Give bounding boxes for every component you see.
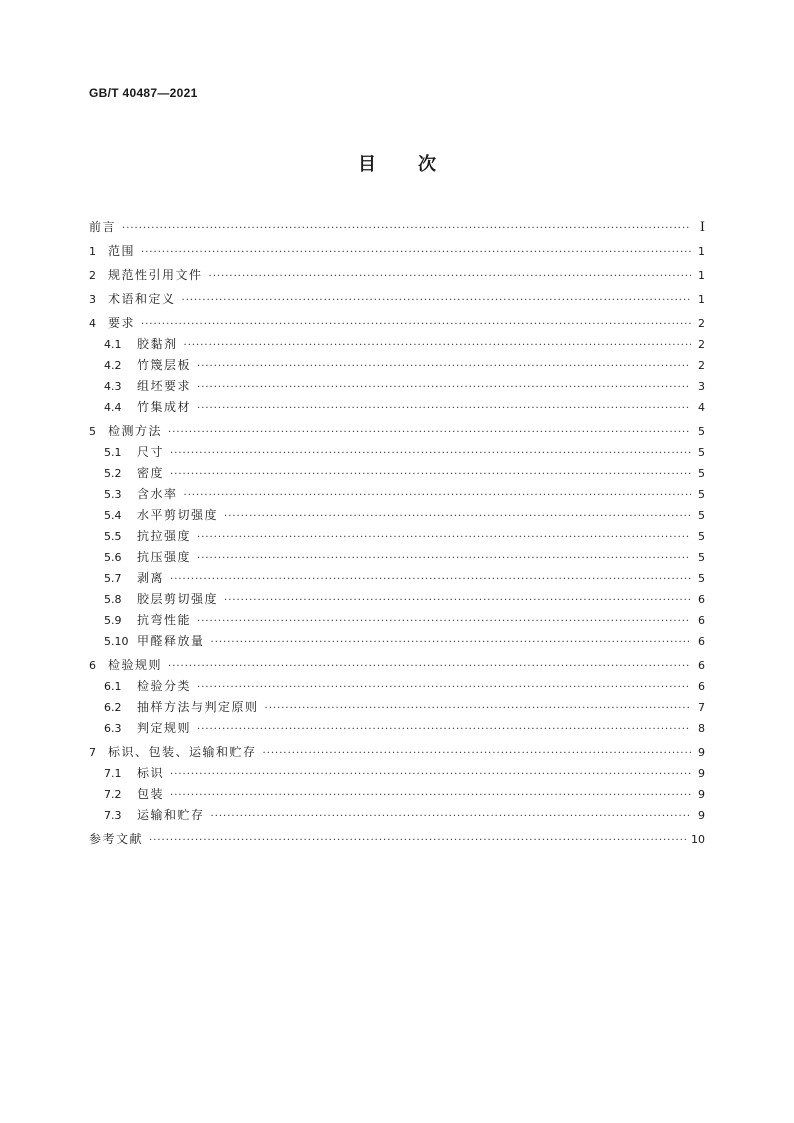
toc-page-number: 1 bbox=[698, 245, 705, 258]
toc-entry-title: 含水率 bbox=[137, 487, 178, 501]
toc-dot-leader bbox=[209, 266, 691, 287]
toc-page-number: 6 bbox=[698, 614, 705, 627]
toc-entry-title: 运输和贮存 bbox=[137, 808, 205, 822]
toc-dot-leader bbox=[265, 698, 691, 719]
toc-page-number: 9 bbox=[698, 788, 705, 801]
toc-entry-number: 5.8 bbox=[104, 593, 122, 606]
toc-page-number: 10 bbox=[691, 833, 705, 846]
toc-dot-leader bbox=[197, 398, 691, 419]
toc-entry-title: 前言 bbox=[89, 220, 117, 234]
toc-entry[interactable] bbox=[89, 484, 705, 505]
toc-entry-title: 抽样方法与判定原则 bbox=[137, 700, 259, 714]
toc-entry-label bbox=[89, 526, 191, 547]
toc-entry[interactable] bbox=[89, 526, 705, 547]
toc-entry-title: 检验规则 bbox=[108, 658, 163, 672]
toc-entry[interactable] bbox=[89, 784, 705, 805]
toc-entry-title: 抗弯性能 bbox=[137, 613, 192, 627]
toc-entry-number: 3 bbox=[89, 293, 96, 306]
toc-page-number: 1 bbox=[698, 293, 705, 306]
toc-entry-label bbox=[89, 505, 218, 526]
toc-entry-label bbox=[89, 463, 164, 484]
toc-entry-title: 密度 bbox=[137, 466, 165, 480]
toc-entry-label bbox=[89, 442, 164, 463]
toc-entry-number: 5.10 bbox=[104, 635, 129, 648]
toc-entry[interactable] bbox=[89, 241, 705, 262]
toc-entry-label bbox=[89, 376, 191, 397]
toc-page-number: 6 bbox=[698, 680, 705, 693]
toc-page-number: 5 bbox=[698, 488, 705, 501]
toc-entry[interactable] bbox=[89, 742, 705, 763]
toc-entry[interactable] bbox=[89, 718, 705, 739]
toc-entry-title: 规范性引用文件 bbox=[108, 268, 203, 282]
toc-entry[interactable] bbox=[89, 217, 705, 238]
toc-dot-leader bbox=[224, 506, 691, 527]
toc-page-number: 6 bbox=[698, 635, 705, 648]
toc-page-number: 5 bbox=[698, 446, 705, 459]
toc-entry-number: 5.1 bbox=[104, 446, 122, 459]
toc-entry-number: 6 bbox=[89, 659, 96, 672]
toc-entry-number: 7.3 bbox=[104, 809, 122, 822]
toc-entry-title: 范围 bbox=[108, 244, 136, 258]
toc-entry-title: 标识 bbox=[137, 766, 165, 780]
toc-entry-label bbox=[89, 829, 143, 850]
toc-entry-title: 胶层剪切强度 bbox=[137, 592, 219, 606]
toc-dot-leader bbox=[197, 356, 691, 377]
toc-entry[interactable] bbox=[89, 313, 705, 334]
toc-dot-leader bbox=[182, 290, 691, 311]
toc-page-number: 9 bbox=[698, 746, 705, 759]
toc-entry-title: 抗拉强度 bbox=[137, 529, 192, 543]
toc-entry-title: 检测方法 bbox=[108, 424, 163, 438]
toc-entry[interactable] bbox=[89, 289, 705, 310]
toc-entry-title: 胶黏剂 bbox=[137, 337, 178, 351]
toc-entry-label bbox=[89, 265, 203, 286]
toc-dot-leader bbox=[224, 590, 691, 611]
toc-entry-title: 尺寸 bbox=[137, 445, 165, 459]
table-of-contents bbox=[89, 214, 705, 850]
toc-entry[interactable] bbox=[89, 442, 705, 463]
toc-entry-number: 5.9 bbox=[104, 614, 122, 627]
toc-entry[interactable] bbox=[89, 568, 705, 589]
toc-entry-number: 1 bbox=[89, 245, 96, 258]
toc-page-number: 9 bbox=[698, 809, 705, 822]
toc-entry-label bbox=[89, 631, 205, 652]
toc-entry-label bbox=[89, 397, 191, 418]
toc-page-number: 4 bbox=[698, 401, 705, 414]
toc-page-number: 7 bbox=[698, 701, 705, 714]
toc-dot-leader bbox=[263, 743, 691, 764]
toc-entry[interactable] bbox=[89, 655, 705, 676]
toc-entry[interactable] bbox=[89, 763, 705, 784]
toc-dot-leader bbox=[184, 485, 691, 506]
toc-entry-number: 5.5 bbox=[104, 530, 122, 543]
toc-entry-label bbox=[89, 805, 205, 826]
toc-entry-number: 4.1 bbox=[104, 338, 122, 351]
toc-page-number: 6 bbox=[698, 593, 705, 606]
toc-entry[interactable] bbox=[89, 505, 705, 526]
toc-dot-leader bbox=[211, 632, 691, 653]
toc-entry-title: 标识、包装、运输和贮存 bbox=[108, 745, 257, 759]
toc-entry-title: 术语和定义 bbox=[108, 292, 176, 306]
toc-entry[interactable] bbox=[89, 697, 705, 718]
toc-entry-number: 4.3 bbox=[104, 380, 122, 393]
toc-entry-label bbox=[89, 217, 116, 238]
toc-page-number: 9 bbox=[698, 767, 705, 780]
toc-page-number: 5 bbox=[698, 509, 705, 522]
toc-entry-label bbox=[89, 655, 162, 676]
toc-entry-number: 6.2 bbox=[104, 701, 122, 714]
toc-entry-number: 5.7 bbox=[104, 572, 122, 585]
toc-entry-number: 7 bbox=[89, 746, 96, 759]
toc-dot-leader bbox=[170, 464, 691, 485]
toc-entry-title: 参考文献 bbox=[89, 832, 144, 846]
toc-entry-label bbox=[89, 313, 135, 334]
toc-dot-leader bbox=[197, 527, 691, 548]
toc-entry[interactable] bbox=[89, 265, 705, 286]
toc-entry[interactable] bbox=[89, 547, 705, 568]
toc-dot-leader bbox=[170, 569, 691, 590]
toc-page-number: 5 bbox=[698, 530, 705, 543]
toc-page-number: 1 bbox=[698, 269, 705, 282]
toc-entry[interactable] bbox=[89, 355, 705, 376]
toc-entry-number: 5.3 bbox=[104, 488, 122, 501]
toc-entry[interactable] bbox=[89, 397, 705, 418]
toc-entry-title: 水平剪切强度 bbox=[137, 508, 219, 522]
toc-page-number: 5 bbox=[698, 467, 705, 480]
toc-entry-label bbox=[89, 589, 218, 610]
toc-dot-leader bbox=[170, 443, 691, 464]
toc-entry[interactable] bbox=[89, 829, 705, 850]
toc-entry[interactable] bbox=[89, 610, 705, 631]
toc-entry-title: 检验分类 bbox=[137, 679, 192, 693]
toc-dot-leader bbox=[141, 314, 691, 335]
toc-entry-number: 5 bbox=[89, 425, 96, 438]
toc-dot-leader bbox=[168, 656, 691, 677]
toc-entry[interactable] bbox=[89, 334, 705, 355]
toc-page-number: 8 bbox=[698, 722, 705, 735]
toc-entry-title: 甲醛释放量 bbox=[137, 634, 205, 648]
toc-entry-label bbox=[89, 697, 259, 718]
toc-entry-label bbox=[89, 334, 178, 355]
toc-entry-number: 6.3 bbox=[104, 722, 122, 735]
toc-dot-leader bbox=[197, 611, 691, 632]
toc-dot-leader bbox=[197, 548, 691, 569]
toc-entry-number: 5.2 bbox=[104, 467, 122, 480]
toc-page-number: 5 bbox=[698, 425, 705, 438]
toc-entry-number: 5.6 bbox=[104, 551, 122, 564]
toc-entry[interactable] bbox=[89, 631, 705, 652]
toc-page-number: 2 bbox=[698, 359, 705, 372]
toc-entry[interactable] bbox=[89, 805, 705, 826]
toc-entry-label bbox=[89, 484, 178, 505]
standard-code: GB/T 40487—2021 bbox=[89, 86, 198, 100]
toc-entry-label bbox=[89, 289, 176, 310]
toc-entry[interactable] bbox=[89, 589, 705, 610]
toc-dot-leader bbox=[197, 719, 691, 740]
toc-page-number: 6 bbox=[698, 659, 705, 672]
toc-entry-title: 剥离 bbox=[137, 571, 165, 585]
toc-entry-number: 5.4 bbox=[104, 509, 122, 522]
toc-dot-leader bbox=[197, 377, 691, 398]
toc-entry-number: 6.1 bbox=[104, 680, 122, 693]
toc-page-number: 5 bbox=[698, 572, 705, 585]
toc-entry-label bbox=[89, 676, 191, 697]
toc-entry-label bbox=[89, 742, 257, 763]
toc-entry-title: 抗压强度 bbox=[137, 550, 192, 564]
toc-entry-label bbox=[89, 610, 191, 631]
toc-page-number: I bbox=[699, 220, 705, 235]
toc-dot-leader bbox=[197, 677, 691, 698]
toc-dot-leader bbox=[168, 422, 691, 443]
toc-entry[interactable] bbox=[89, 463, 705, 484]
toc-entry-number: 2 bbox=[89, 269, 96, 282]
toc-entry-label bbox=[89, 763, 164, 784]
toc-entry-label bbox=[89, 784, 164, 805]
toc-entry-title: 判定规则 bbox=[137, 721, 192, 735]
toc-entry-title: 包装 bbox=[137, 787, 165, 801]
toc-entry-label bbox=[89, 421, 162, 442]
toc-entry[interactable] bbox=[89, 421, 705, 442]
toc-entry-title: 要求 bbox=[108, 316, 136, 330]
toc-entry-number: 7.2 bbox=[104, 788, 122, 801]
toc-entry-title: 竹篾层板 bbox=[137, 358, 192, 372]
toc-entry[interactable] bbox=[89, 376, 705, 397]
toc-dot-leader bbox=[170, 764, 691, 785]
toc-page-number: 3 bbox=[698, 380, 705, 393]
toc-entry[interactable] bbox=[89, 676, 705, 697]
toc-entry-title: 组坯要求 bbox=[137, 379, 192, 393]
toc-dot-leader bbox=[122, 218, 691, 239]
toc-dot-leader bbox=[211, 806, 691, 827]
toc-entry-label bbox=[89, 718, 191, 739]
toc-entry-label bbox=[89, 568, 164, 589]
toc-entry-number: 4.2 bbox=[104, 359, 122, 372]
toc-entry-number: 4.4 bbox=[104, 401, 122, 414]
toc-dot-leader bbox=[170, 785, 691, 806]
toc-dot-leader bbox=[149, 830, 687, 851]
toc-entry-number: 4 bbox=[89, 317, 96, 330]
toc-page-number: 2 bbox=[698, 338, 705, 351]
toc-entry-number: 7.1 bbox=[104, 767, 122, 780]
page-title: 目次 bbox=[358, 154, 478, 175]
toc-dot-leader bbox=[184, 335, 691, 356]
toc-page-number: 2 bbox=[698, 317, 705, 330]
toc-entry-title: 竹集成材 bbox=[137, 400, 192, 414]
toc-dot-leader bbox=[141, 242, 691, 263]
toc-entry-label bbox=[89, 547, 191, 568]
toc-page-number: 5 bbox=[698, 551, 705, 564]
toc-entry-label bbox=[89, 355, 191, 376]
toc-entry-label bbox=[89, 241, 135, 262]
